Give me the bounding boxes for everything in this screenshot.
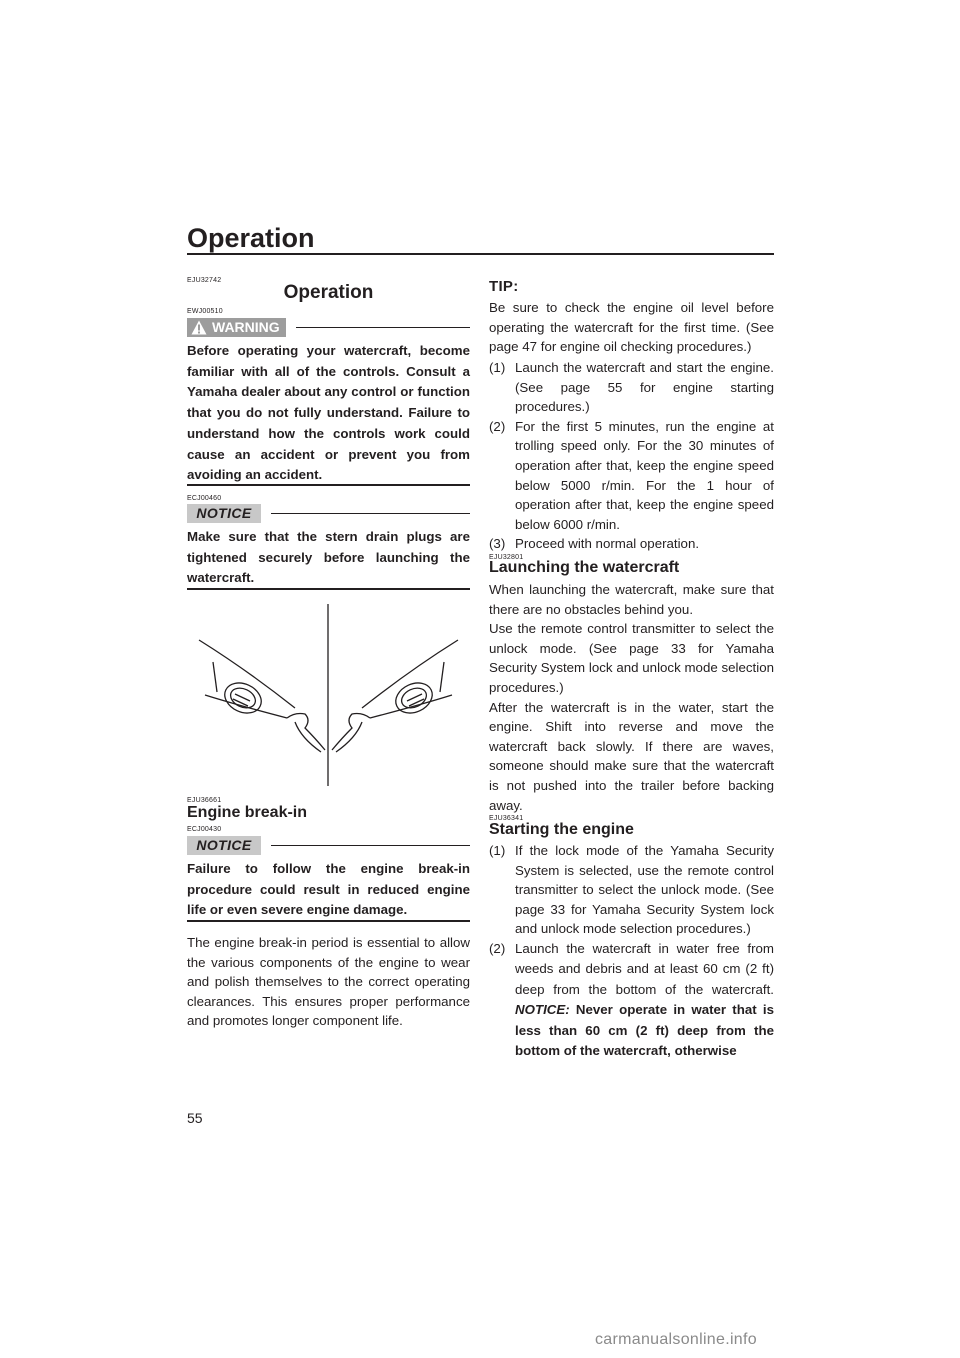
code-notice-1: ECJ00460 <box>187 495 222 502</box>
page-number: 55 <box>187 1110 203 1126</box>
warning-badge <box>187 318 286 337</box>
code-warning: EWJ00510 <box>187 308 223 315</box>
list-item: (3) Proceed with normal operation. <box>489 536 700 552</box>
starting-steps <box>489 841 774 1062</box>
list-item: (1) If the lock mode of the Yamaha Security System is selected, use the remote control transmitter to select the unlock mode. (See page 33 for Yamaha Security System lock and unlock mode selection procedures.) <box>489 843 774 937</box>
code-break-in: EJU36661 <box>187 797 222 804</box>
code-operation: EJU32742 <box>187 277 222 284</box>
tip-label: TIP: <box>489 278 519 295</box>
code-notice-2: ECJ00430 <box>187 826 222 833</box>
break-in-steps <box>489 358 774 554</box>
notice-1-header <box>187 504 470 523</box>
list-item: (2) For the first 5 minutes, run the engine at trolling speed only. For the 30 minutes of operation after that, keep the engine speed below 5000 r/min. For the 1 hour of operation after that, keep the engine speed below 6000 r/min. <box>489 418 774 532</box>
warning-triangle-icon <box>191 320 207 335</box>
notice-1-text: Make sure that the stern drain plugs are tightened securely before launching the watercraft. <box>187 529 470 586</box>
notice-2-badge: NOTICE <box>187 836 261 855</box>
notice-2-top-rule <box>271 845 470 846</box>
break-in-body: The engine break-in period is essential to allow the various components of the engine to wear and polish themselves to the correct operating clearances. This ensures proper performance and promotes longer component life. <box>187 935 470 1029</box>
launching-body <box>489 580 774 815</box>
notice-2-header <box>187 836 470 855</box>
code-starting: EJU36341 <box>489 815 524 822</box>
notice-1-top-rule <box>271 513 470 514</box>
notice-2-bottom-rule <box>187 920 470 922</box>
inline-notice-text: Never operate in water that is less than 60 cm (2 ft) deep from the bottom of the watercraft, otherwise <box>515 1002 774 1059</box>
break-in-title: Engine break-in <box>187 804 308 821</box>
tip-text: Be sure to check the engine oil level before operating the watercraft for the first time. (See page 47 for engine oil checking procedures.) <box>489 300 774 355</box>
section-title: Operation <box>283 282 374 303</box>
launching-paragraph-1: When launching the watercraft, make sure that there are no obstacles behind you. <box>489 582 774 617</box>
header-title: Operation <box>187 223 315 253</box>
starting-title: Starting the engine <box>489 821 634 838</box>
watermark: carmanualsonline.info <box>595 1331 757 1348</box>
launching-paragraph-3: After the watercraft is in the water, start the engine. Shift into reverse and move the watercraft back slowly. If there are waves, someone should make sure that the watercraft is not pushed into the trailer before backing away. <box>489 699 774 813</box>
drain-plug-illustration <box>187 600 470 790</box>
inline-notice-label: NOTICE: <box>515 1002 570 1018</box>
notice-1-bottom-rule <box>187 588 470 590</box>
warning-text: Before operating your watercraft, become familiar with all of the controls. Consult a Yamaha dealer about any control or function that you do not fully understand. Failure to understand how the controls work could cause an accident or prevent you from avoiding an accident. <box>187 343 470 483</box>
code-launching: EJU32801 <box>489 554 524 561</box>
header-rule <box>187 253 774 255</box>
list-item: (2) Launch the watercraft in water free from weeds and debris and at least 60 cm (2 ft) deep from the bottom of the watercraft. NOTICE: Never operate in water that is less than 60 cm (2 ft) deep from the bottom of the watercraft, otherwise <box>489 940 774 1059</box>
warning-label: WARNING <box>212 319 280 335</box>
notice-2-text: Failure to follow the engine break-in procedure could result in reduced engine life or even severe engine damage. <box>187 861 470 918</box>
list-item: (1) Launch the watercraft and start the engine. (See page 55 for engine starting procedures.) <box>489 360 774 415</box>
warning-top-rule <box>296 327 470 328</box>
warning-bottom-rule <box>187 484 470 486</box>
launching-paragraph-2: Use the remote control transmitter to select the unlock mode. (See page 33 for Yamaha Security System lock and unlock mode selection procedures.) <box>489 621 774 695</box>
launching-title: Launching the watercraft <box>489 559 680 576</box>
warning-header <box>187 318 470 337</box>
notice-1-badge: NOTICE <box>187 504 261 523</box>
